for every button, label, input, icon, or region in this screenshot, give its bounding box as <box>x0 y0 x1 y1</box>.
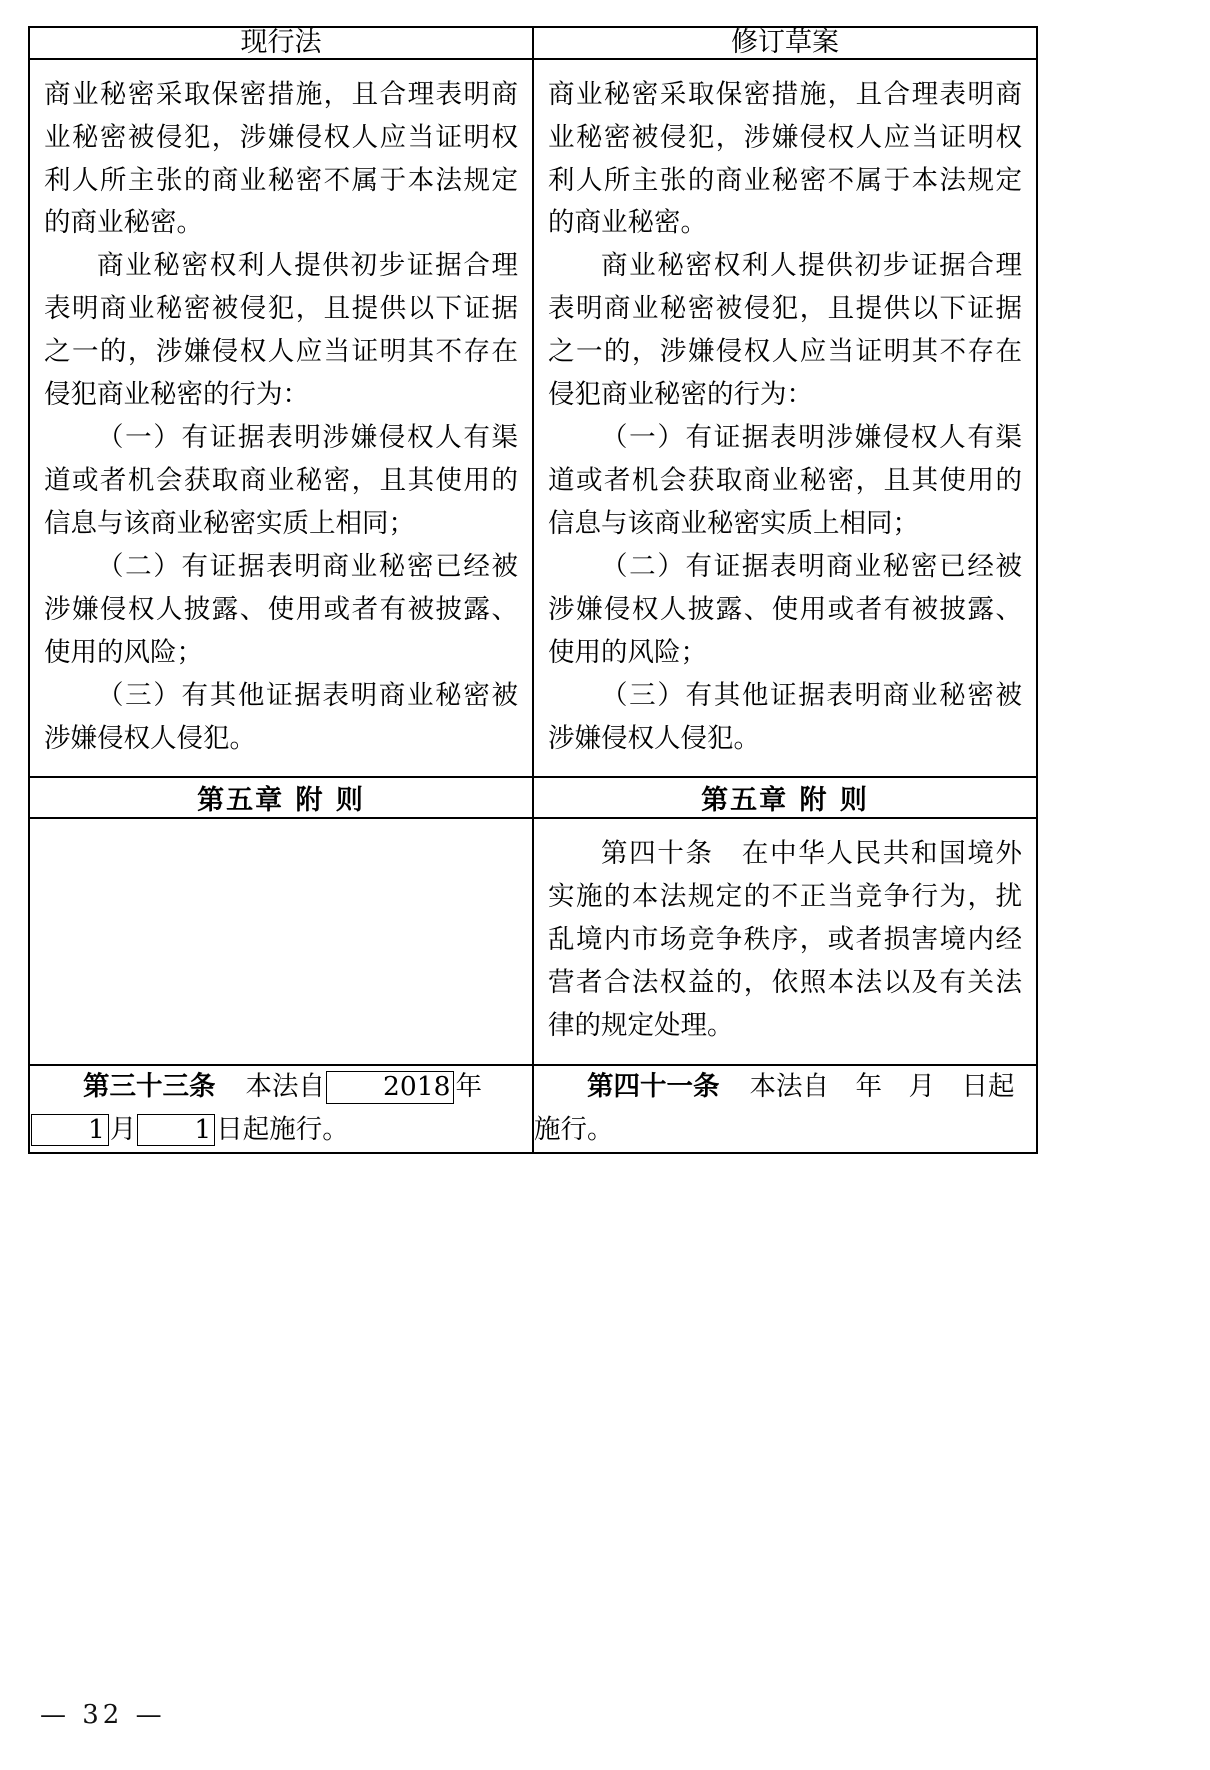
table-row <box>29 59 1037 778</box>
chapter-heading-right: 第五章 附 则 <box>533 777 1037 818</box>
paragraph: （一）有证据表明涉嫌侵权人有渠道或者机会获取商业秘密，且其使用的信息与该商业秘密实质上相同； <box>548 422 1022 539</box>
paragraph: 商业秘密采取保密措施，且合理表明商业秘密被侵犯，涉嫌侵权人应当证明权利人所主张的商业秘密不属于本法规定的商业秘密。 <box>548 78 1022 239</box>
cell-new-article-forty <box>533 818 1037 1065</box>
provision-text-right <box>534 60 1036 777</box>
year-unit-left: 年 <box>455 1071 482 1103</box>
paragraph: （三）有其他证据表明商业秘密被涉嫌侵权人侵犯。 <box>44 679 518 754</box>
paragraph: 商业秘密权利人提供初步证据合理表明商业秘密被侵犯，且提供以下证据之一的，涉嫌侵权人应当证明其不存在侵犯商业秘密的行为： <box>548 250 1022 411</box>
cell-effective-date-left <box>29 1065 533 1153</box>
paragraph: 商业秘密采取保密措施，且合理表明商业秘密被侵犯，涉嫌侵权人应当证明权利人所主张的商业秘密不属于本法规定的商业秘密。 <box>44 78 518 239</box>
paragraph: 商业秘密权利人提供初步证据合理表明商业秘密被侵犯，且提供以下证据之一的，涉嫌侵权人应当证明其不存在侵犯商业秘密的行为： <box>44 250 518 411</box>
effective-text-right: 本法自 年 月 日起施行。 <box>534 1071 1015 1145</box>
header-cell-current-law: 现行法 <box>29 27 533 59</box>
month-box: 1 <box>31 1114 109 1146</box>
paragraph: （三）有其他证据表明商业秘密被涉嫌侵权人侵犯。 <box>548 679 1022 754</box>
cell-effective-date-right <box>533 1065 1037 1153</box>
effective-date-paragraph-right <box>534 1066 1036 1152</box>
provision-text-left <box>30 60 532 777</box>
table-header-row <box>29 27 1037 59</box>
header-cell-revision-draft: 修订草案 <box>533 27 1037 59</box>
article-number-left: 第三十三条 <box>83 1071 216 1103</box>
provision-text-right <box>534 819 1036 1064</box>
day-box: 1 <box>137 1114 215 1146</box>
paragraph: （二）有证据表明商业秘密已经被涉嫌侵权人披露、使用或者有被披露、使用的风险； <box>548 550 1022 668</box>
comparison-table <box>28 26 1038 1154</box>
effective-date-paragraph-left <box>30 1066 532 1152</box>
chapter-heading-left: 第五章 附 则 <box>29 777 533 818</box>
table-row-chapter <box>29 777 1037 818</box>
month-unit-left: 月 <box>109 1113 137 1145</box>
article-number-right: 第四十一条 <box>587 1071 720 1103</box>
day-unit-left: 日起施行。 <box>216 1113 349 1145</box>
table-row <box>29 818 1037 1065</box>
paragraph: （二）有证据表明商业秘密已经被涉嫌侵权人披露、使用或者有被披露、使用的风险； <box>44 550 518 668</box>
page-content <box>28 26 1036 1154</box>
year-box: 2018 <box>326 1071 454 1103</box>
paragraph: 第四十条 在中华人民共和国境外实施的本法规定的不正当竞争行为，扰乱境内市场竞争秩序，或者损害境内经营者合法权益的，依照本法以及有关法律的规定处理。 <box>548 838 1022 1042</box>
effective-text-left: 本法自 <box>245 1071 325 1103</box>
paragraph: （一）有证据表明涉嫌侵权人有渠道或者机会获取商业秘密，且其使用的信息与该商业秘密实质上相同； <box>44 422 518 539</box>
cell-empty-left <box>29 818 533 1065</box>
table-row-final <box>29 1065 1037 1153</box>
cell-revision-draft-provisions <box>533 59 1037 778</box>
cell-current-law-provisions <box>29 59 533 778</box>
page-number: — 32 — <box>40 1700 166 1730</box>
